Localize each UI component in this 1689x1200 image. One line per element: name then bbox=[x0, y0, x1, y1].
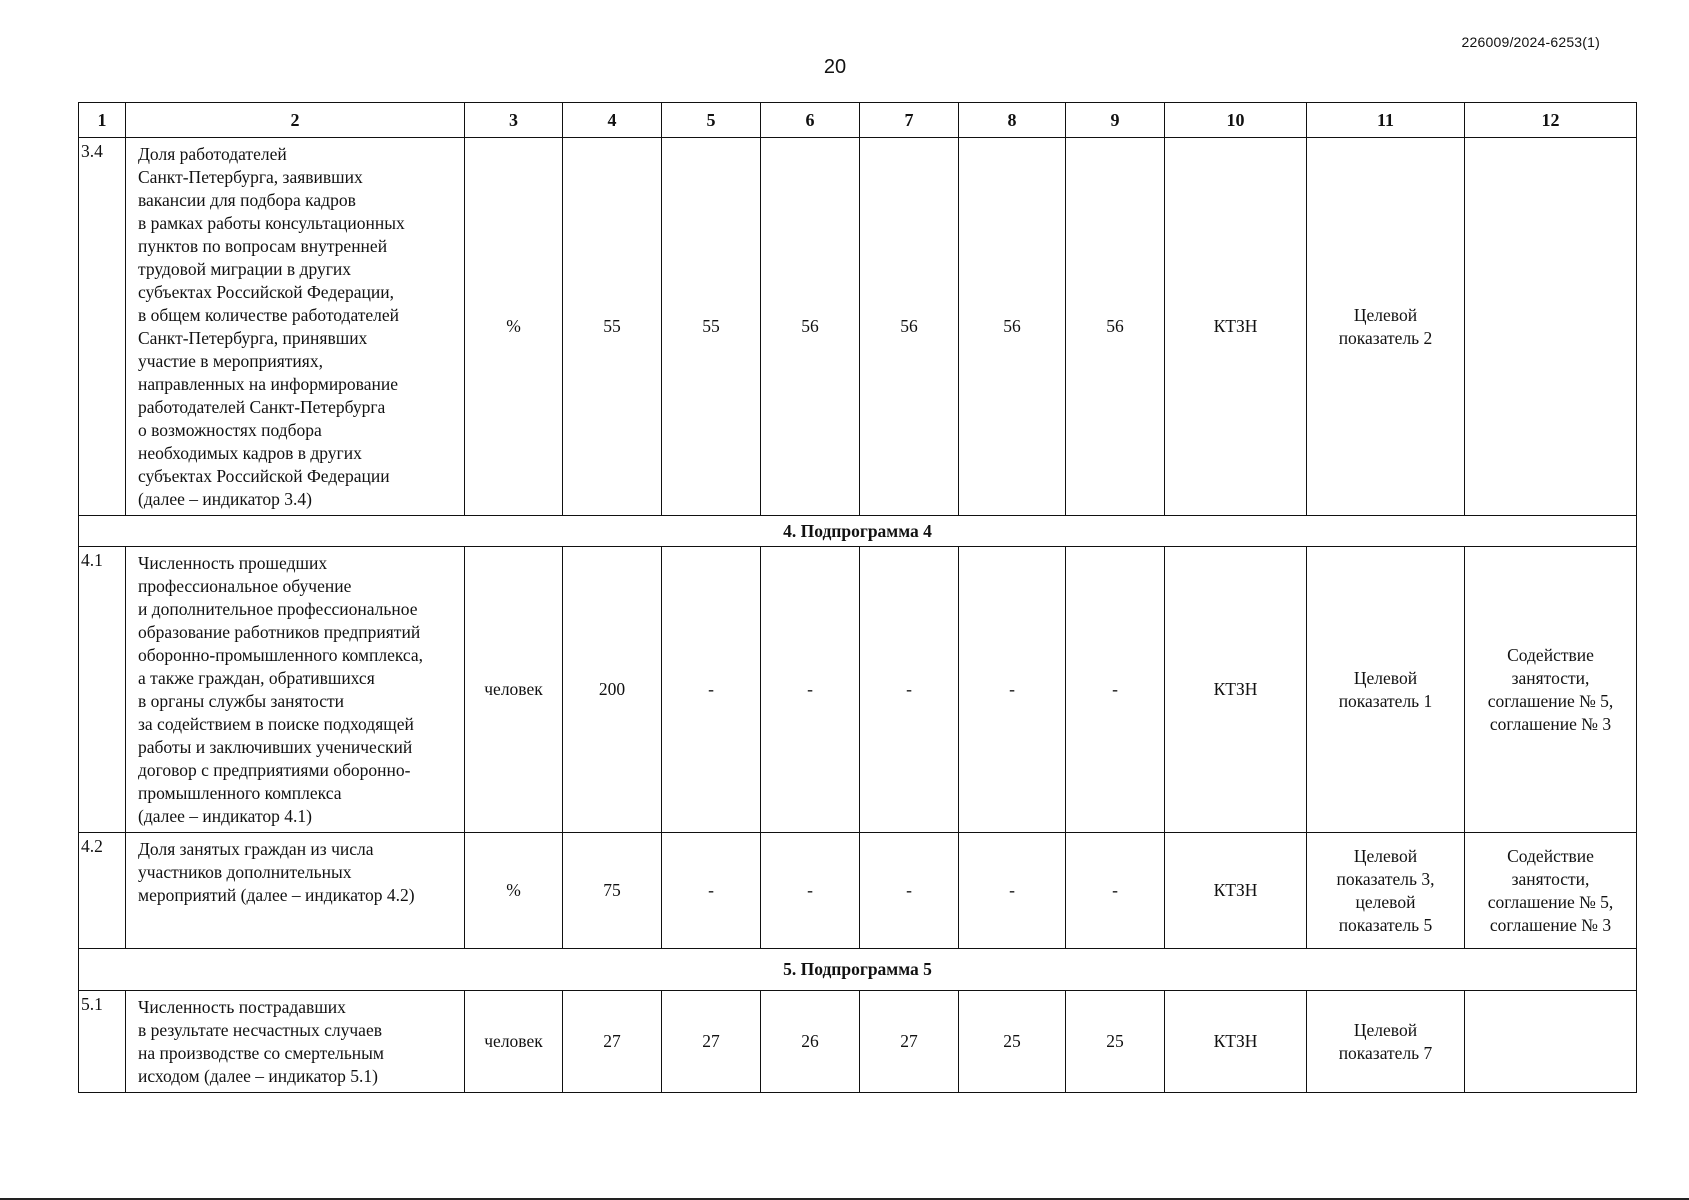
unit-cell: % bbox=[465, 833, 563, 949]
value-col-4: 75 bbox=[563, 833, 662, 949]
indicators-table bbox=[78, 102, 1637, 1093]
column-header-5: 5 bbox=[662, 103, 761, 138]
indicator-name: Доля работодателей Санкт-Петербурга, заявивших вакансии для подбора кадров в рамках работы консультационных пунктов по вопросам внутренней трудовой миграции в других субъектах Российской Федерации, в общем количестве работодателей Санкт-Петербурга, принявших участие в мероприятиях, направленных на информирование работодателей Санкт-Петербурга о возможностях подбора необходимых кадров в других субъектах Российской Федерации (далее – индикатор 3.4) bbox=[126, 138, 465, 516]
unit-cell: человек bbox=[465, 547, 563, 833]
column-header-8: 8 bbox=[959, 103, 1066, 138]
value-col-7: - bbox=[860, 547, 959, 833]
value-col-8: 56 bbox=[959, 138, 1066, 516]
indicator-name: Численность прошедших профессиональное обучение и дополнительное профессиональное образование работников предприятий оборонно-промышленного комплекса, а также граждан, обратившихся в органы службы занятости за содействием в поиске подходящей работы и заключивших ученический договор с предприятиями оборонно- промышленного комплекса (далее – индикатор 4.1) bbox=[126, 547, 465, 833]
section-title: 5. Подпрограмма 5 bbox=[79, 949, 1637, 991]
value-col-7: - bbox=[860, 833, 959, 949]
value-col-4: 200 bbox=[563, 547, 662, 833]
value-col-9: - bbox=[1066, 833, 1165, 949]
note-cell bbox=[1465, 991, 1637, 1093]
note-cell: Содействие занятости, соглашение № 5, соглашение № 3 bbox=[1465, 547, 1637, 833]
table-row-3-4 bbox=[79, 138, 1637, 516]
value-col-5: - bbox=[662, 833, 761, 949]
section-row-subprogram-5 bbox=[79, 949, 1637, 991]
indicator-name: Доля занятых граждан из числа участников дополнительных мероприятий (далее – индикатор 4.2) bbox=[126, 833, 465, 949]
value-col-4: 55 bbox=[563, 138, 662, 516]
column-header-4: 4 bbox=[563, 103, 662, 138]
document-registration-number: 226009/2024-6253(1) bbox=[1461, 34, 1600, 50]
value-col-9: 56 bbox=[1066, 138, 1165, 516]
value-col-6: - bbox=[761, 833, 860, 949]
executor-cell: КТЗН bbox=[1165, 138, 1307, 516]
note-cell: Содействие занятости, соглашение № 5, соглашение № 3 bbox=[1465, 833, 1637, 949]
target-indicator-cell: Целевой показатель 2 bbox=[1307, 138, 1465, 516]
value-col-6: - bbox=[761, 547, 860, 833]
indicator-number: 5.1 bbox=[79, 991, 126, 1093]
indicator-number: 4.2 bbox=[79, 833, 126, 949]
section-row-subprogram-4 bbox=[79, 516, 1637, 547]
value-col-6: 26 bbox=[761, 991, 860, 1093]
column-header-11: 11 bbox=[1307, 103, 1465, 138]
indicator-number: 3.4 bbox=[79, 138, 126, 516]
column-header-12: 12 bbox=[1465, 103, 1637, 138]
column-header-3: 3 bbox=[465, 103, 563, 138]
indicator-name: Численность пострадавших в результате несчастных случаев на производстве со смертельным исходом (далее – индикатор 5.1) bbox=[126, 991, 465, 1093]
value-col-8: - bbox=[959, 547, 1066, 833]
column-header-6: 6 bbox=[761, 103, 860, 138]
value-col-7: 27 bbox=[860, 991, 959, 1093]
executor-cell: КТЗН bbox=[1165, 547, 1307, 833]
column-header-7: 7 bbox=[860, 103, 959, 138]
unit-cell: человек bbox=[465, 991, 563, 1093]
note-cell bbox=[1465, 138, 1637, 516]
executor-cell: КТЗН bbox=[1165, 991, 1307, 1093]
table-row-4-1 bbox=[79, 547, 1637, 833]
value-col-4: 27 bbox=[563, 991, 662, 1093]
value-col-6: 56 bbox=[761, 138, 860, 516]
unit-cell: % bbox=[465, 138, 563, 516]
column-header-9: 9 bbox=[1066, 103, 1165, 138]
table-row-5-1 bbox=[79, 991, 1637, 1093]
value-col-5: - bbox=[662, 547, 761, 833]
target-indicator-cell: Целевой показатель 1 bbox=[1307, 547, 1465, 833]
page-number: 20 bbox=[823, 56, 847, 78]
value-col-5: 55 bbox=[662, 138, 761, 516]
indicators-table-container bbox=[78, 102, 1636, 1093]
column-header-1: 1 bbox=[79, 103, 126, 138]
value-col-9: - bbox=[1066, 547, 1165, 833]
header-row bbox=[79, 103, 1637, 138]
executor-cell: КТЗН bbox=[1165, 833, 1307, 949]
table-row-4-2 bbox=[79, 833, 1637, 949]
column-header-10: 10 bbox=[1165, 103, 1307, 138]
section-title: 4. Подпрограмма 4 bbox=[79, 516, 1637, 547]
value-col-9: 25 bbox=[1066, 991, 1165, 1093]
value-col-5: 27 bbox=[662, 991, 761, 1093]
indicator-number: 4.1 bbox=[79, 547, 126, 833]
value-col-7: 56 bbox=[860, 138, 959, 516]
value-col-8: 25 bbox=[959, 991, 1066, 1093]
value-col-8: - bbox=[959, 833, 1066, 949]
column-header-2: 2 bbox=[126, 103, 465, 138]
target-indicator-cell: Целевой показатель 7 bbox=[1307, 991, 1465, 1093]
target-indicator-cell: Целевой показатель 3, целевой показатель 5 bbox=[1307, 833, 1465, 949]
